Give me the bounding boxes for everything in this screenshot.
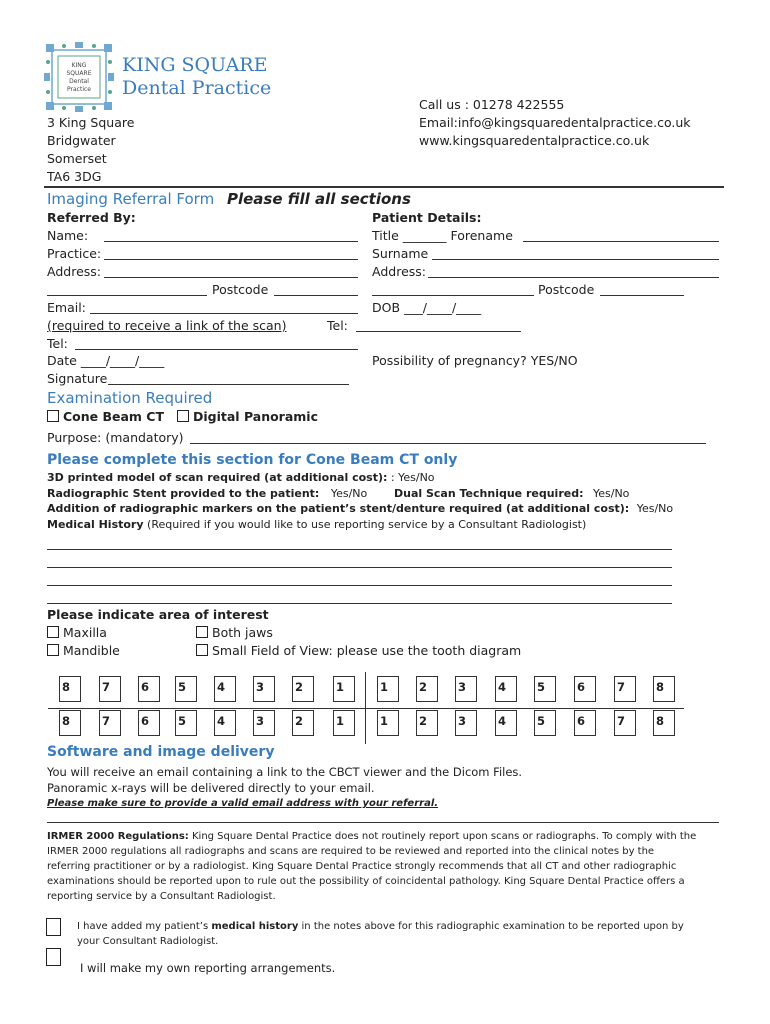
tooth-chart [48,672,684,744]
tooth-upper-left-6[interactable]: 6 [574,676,596,702]
tooth-upper-left-4[interactable]: 4 [495,676,517,702]
tooth-lower-right-7[interactable]: 7 [99,710,121,736]
patient-title-forename-label: Title _______ Forename [372,228,513,243]
logo-emblem-text: KING [71,62,87,69]
area-maxilla-label: Maxilla [63,625,107,640]
address-line: Bridgwater [47,133,116,148]
tooth-upper-right-6[interactable]: 6 [138,676,160,702]
referrer-postcode-label: Postcode [212,282,269,297]
referrer-tel-field[interactable] [75,338,358,350]
delivery-heading: Software and image delivery [47,744,275,760]
irmer-line: IRMER 2000 regulations all radiographs and scans are required to be reviewed and reported into the clinical notes by the [47,846,655,857]
checkbox[interactable] [47,644,59,656]
address-line: Somerset [47,151,107,166]
tooth-chart-midline [365,672,366,744]
logo-emblem [44,42,114,112]
patient-heading: Patient Details: [372,210,482,225]
area-heading: Please indicate area of interest [47,607,269,622]
logo-subtitle: Dental Practice [122,77,272,99]
logo-title: KING SQUARE [122,54,268,76]
tooth-upper-right-1[interactable]: 1 [333,676,355,702]
tooth-upper-left-1[interactable]: 1 [377,676,399,702]
patient-tel-field[interactable] [356,320,521,332]
irmer-line: examinations should be reported upon to rule out the possibility of coincidental pathology. King Square Dental Practice offers a [47,876,685,887]
logo-emblem-text: Dental [69,78,89,85]
consent-checkbox-own[interactable] [46,948,61,966]
cbct-q4-value[interactable]: Yes/No [636,502,674,515]
tooth-lower-left-1[interactable]: 1 [377,710,399,736]
tooth-upper-left-3[interactable]: 3 [455,676,477,702]
tooth-upper-right-3[interactable]: 3 [253,676,275,702]
exam-option-pano[interactable] [177,409,318,424]
area-maxilla[interactable] [47,625,107,640]
website[interactable]: www.kingsquaredentalpractice.co.uk [419,133,650,148]
referrer-email-label: Email: [47,300,86,315]
cbct-q4[interactable] [47,502,673,515]
cbct-q3-label: Dual Scan Technique required: [394,487,584,500]
referrer-name-label: Name: [47,228,89,243]
medical-history-label: Medical History [47,518,144,531]
history-line[interactable] [47,556,672,568]
irmer-line: reporting service by a Consultant Radiologist. [47,891,276,902]
signature-field[interactable] [108,373,349,385]
tooth-upper-right-4[interactable]: 4 [214,676,236,702]
tooth-lower-right-2[interactable]: 2 [292,710,314,736]
referrer-address-label: Address: [47,264,101,279]
tooth-lower-left-3[interactable]: 3 [455,710,477,736]
logo-emblem-text: Practice [67,86,91,93]
form-title-row [47,190,411,208]
logo-emblem-text: SQUARE [66,70,92,77]
tooth-lower-right-6[interactable]: 6 [138,710,160,736]
pregnancy-question[interactable]: Possibility of pregnancy? YES/NO [372,353,578,368]
patient-postcode-field[interactable] [600,284,684,296]
consent-own-text: I will make my own reporting arrangements. [80,961,336,975]
patient-postcode-label: Postcode [538,282,595,297]
patient-surname-field[interactable] [432,248,719,260]
checkbox[interactable] [196,644,208,656]
history-line[interactable] [47,538,672,550]
tooth-lower-right-5[interactable]: 5 [175,710,197,736]
consent-text: I have added my patient’s [77,921,209,932]
purpose-field[interactable] [190,432,706,444]
tooth-lower-left-6[interactable]: 6 [574,710,596,736]
exam-option-cbct-label: Cone Beam CT [63,409,165,424]
irmer-text [47,829,696,904]
cbct-q2[interactable] [47,487,367,500]
cbct-heading: Please complete this section for Cone Beam CT only [47,452,458,468]
consent-history-text [77,919,684,949]
cbct-q4-label: Addition of radiographic markers on the patient’s stent/denture required (at additional cost): [47,502,630,515]
tooth-lower-right-3[interactable]: 3 [253,710,275,736]
referrer-practice-field[interactable] [104,248,358,260]
checkbox[interactable] [196,626,208,638]
patient-tel-label: Tel: [327,318,348,333]
exam-heading: Examination Required [47,389,213,407]
tooth-lower-left-8[interactable]: 8 [653,710,675,736]
form-title: Imaging Referral Form [47,190,215,208]
form-subtitle: Please fill all sections [226,190,411,208]
tooth-upper-right-7[interactable]: 7 [99,676,121,702]
tooth-lower-right-4[interactable]: 4 [214,710,236,736]
delivery-note: Please make sure to provide a valid email address with your referral. [47,798,439,809]
patient-address-label: Address: [372,264,426,279]
tooth-lower-right-1[interactable]: 1 [333,710,355,736]
tooth-lower-left-7[interactable]: 7 [614,710,636,736]
referred-by-heading: Referred By: [47,210,136,225]
phone: Call us : 01278 422555 [419,97,565,112]
tooth-upper-right-2[interactable]: 2 [292,676,314,702]
tooth-upper-left-8[interactable]: 8 [653,676,675,702]
exam-option-pano-label: Digital Panoramic [193,409,319,424]
checkbox[interactable] [47,410,59,422]
patient-surname-label: Surname [372,246,429,261]
consent-text-bold: medical history [211,921,299,932]
address-line: 3 King Square [47,115,135,130]
signature-label: Signature [47,371,108,386]
tooth-lower-left-4[interactable]: 4 [495,710,517,736]
referrer-email-field[interactable] [90,302,358,314]
medical-history-note: (Required if you would like to use reporting service by a Consultant Radiologist) [147,518,587,531]
tooth-lower-left-5[interactable]: 5 [534,710,556,736]
referrer-address-field[interactable] [104,266,358,278]
divider [44,186,724,188]
irmer-line: King Square Dental Practice does not routinely report upon scans or radiographs. To comply with the [191,831,697,842]
area-mandible-label: Mandible [63,643,120,658]
email-address[interactable]: Email:info@kingsquaredentalpractice.co.uk [419,115,691,130]
area-mandible[interactable] [47,643,120,658]
referrer-tel-label: Tel: [47,336,68,351]
history-line[interactable] [47,574,672,586]
exam-option-cbct[interactable] [47,409,164,424]
cbct-q2-value[interactable]: Yes/No [330,487,368,500]
history-line[interactable] [47,592,672,604]
irmer-line: referring practitioner or by a radiologist. King Square Dental Practice strongly recommends that all CT and other radiographic [47,861,677,872]
cbct-q1[interactable] [47,471,435,484]
patient-forename-field[interactable] [523,230,719,242]
tooth-upper-left-2[interactable]: 2 [416,676,438,702]
tooth-upper-right-5[interactable]: 5 [175,676,197,702]
area-both-jaws-label: Both jaws [212,625,273,640]
tooth-chart-horizontal-line [48,708,684,709]
tooth-lower-left-2[interactable]: 2 [416,710,438,736]
tooth-upper-right-8[interactable]: 8 [59,676,81,702]
referrer-name-field[interactable] [104,230,358,242]
patient-address-line2[interactable] [372,284,534,296]
consent-text: in the notes above for this radiographic examination to be reported upon by [301,921,684,932]
cbct-q1-value[interactable]: : Yes/No [390,471,435,484]
patient-dob-field[interactable]: DOB ___/____/____ [372,300,482,315]
date-field[interactable]: Date ____/____/____ [47,353,165,368]
cbct-q3[interactable] [394,487,629,500]
consent-checkbox-history[interactable] [46,918,61,936]
area-small-fov-label: Small Field of View: please use the tooth diagram [212,643,522,658]
divider [47,822,719,823]
cbct-q3-value[interactable]: Yes/No [592,487,630,500]
irmer-label: IRMER 2000 Regulations: [47,831,189,842]
address-line: TA6 3DG [47,169,102,184]
delivery-line1: You will receive an email containing a link to the CBCT viewer and the Dicom Files. [47,765,523,779]
medical-history [47,518,586,531]
checkbox[interactable] [177,410,189,422]
area-both-jaws[interactable] [196,625,273,640]
area-small-fov[interactable] [196,643,521,658]
cbct-q1-label: 3D printed model of scan required (at additional cost): [47,471,388,484]
delivery-line2: Panoramic x-rays will be delivered directly to your email. [47,781,375,795]
referrer-practice-label: Practice: [47,246,102,261]
referrer-address-line2[interactable] [47,284,207,296]
email-note: (required to receive a link of the scan) [47,318,287,333]
purpose-label: Purpose: (mandatory) [47,430,184,445]
tooth-lower-right-8[interactable]: 8 [59,710,81,736]
tooth-upper-left-5[interactable]: 5 [534,676,556,702]
referrer-postcode-field[interactable] [274,284,358,296]
patient-address-field[interactable] [428,266,719,278]
consent-text: your Consultant Radiologist. [77,936,219,947]
checkbox[interactable] [47,626,59,638]
cbct-q2-label: Radiographic Stent provided to the patient: [47,487,320,500]
tooth-upper-left-7[interactable]: 7 [614,676,636,702]
